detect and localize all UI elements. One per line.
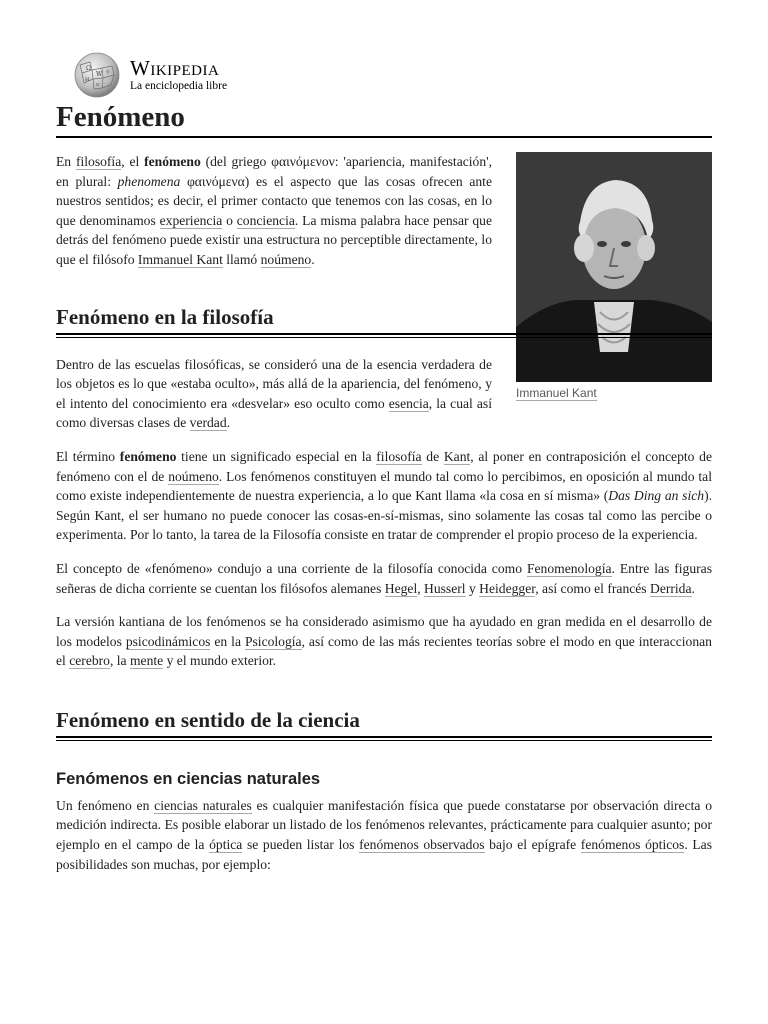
svg-text:ש: ש	[96, 82, 100, 88]
link-filosofia[interactable]: filosofía	[75, 154, 122, 169]
link-immanuel-kant[interactable]: Immanuel Kant	[137, 251, 223, 267]
intro-paragraph: En filosofía, el fenómeno (del griego φαινόμενον: 'apariencia, manifestación', en plural: phenomena φαινόμενα) es el aspecto que las cosas ofrecen ante nuestros sentidos; es decir, el primer contacto que tenemos con las cosas, en lo que denominamos experiencia o conciencia. La misma palabra hace pensar que detrás del fenómeno puede existir una estructura no perceptible directamente, lo que el filósofo Immanuel Kant llamó noúmeno.	[56, 154, 493, 267]
page-title: Fenómeno	[56, 100, 712, 138]
svg-text:ウ: ウ	[105, 70, 111, 76]
wikipedia-logo[interactable]	[72, 50, 712, 100]
infobox-caption[interactable]: Immanuel Kant	[516, 386, 597, 400]
link-esencia[interactable]: esencia	[388, 395, 429, 411]
paragraph: El concepto de «fenómeno» condujo a una corriente de la filosofía conocida como Fenomenología. Entre las figuras señeras de dicha corriente se cuentan los filósofos alemanes Hegel, Husserl y Heidegger, así como el francés Derrida.	[56, 560, 712, 596]
paragraph: La versión kantiana de los fenómenos se ha considerado asimismo que ha ayudado en gran medida en el desarrollo de los modelos psicodinámicos en la Psicología, así como de las más recientes teorías sobre el modo en que interaccionan el cerebro, la mente y el mundo exterior.	[56, 614, 712, 669]
link-husserl[interactable]: Husserl	[424, 580, 466, 596]
link-fenomenos-observados[interactable]: fenómenos observados	[359, 837, 485, 853]
svg-text:W: W	[96, 71, 103, 78]
link-ciencias-naturales[interactable]: ciencias naturales	[154, 797, 252, 813]
subsection-heading-ciencias-naturales: Fenómenos en ciencias naturales	[56, 769, 321, 788]
link-psicodinamicos[interactable]: psicodinámicos	[125, 633, 211, 649]
paragraph: El término fenómeno tiene un significado especial en la filosofía de Kant, al poner en contraposición el concepto de fenómeno con el de noúmeno. Los fenómenos constituyen el mundo tal como lo percibimos, en oposición al mundo tal como existe independientemente de nuestra experiencia, a lo que Kant llama «la cosa en sí misma» (Das Ding an sich). Según Kant, el ser humano no puede conocer las cosas-en-sí-mismas, sino solamente las cosas tal como las percibe o experimenta. Por lo tanto, la tarea de la Filosofía consiste en tratar de comprender el propio proceso de la experiencia.	[56, 448, 712, 543]
wordmark: Wikipedia	[130, 55, 220, 80]
infobox	[516, 152, 712, 404]
link-noumeno[interactable]: noúmeno	[168, 468, 219, 484]
link-optica[interactable]: óptica	[209, 837, 243, 853]
section-heading-ciencia: Fenómeno en sentido de la ciencia	[56, 707, 712, 738]
article-page	[56, 50, 712, 874]
link-cerebro[interactable]: cerebro	[69, 653, 110, 669]
link-hegel[interactable]: Hegel	[384, 580, 418, 596]
paragraph: Un fenómeno en ciencias naturales es cualquier manifestación física que puede constatarse por observación directa o medición indirecta. Es posible elaborar un listado de los fenómenos relevantes, prácticamente para cualquier asunto; por ejemplo en el campo de la óptica se pueden listar los fenómenos observados bajo el epígrafe fenómenos ópticos. Las posibilidades son muchas, por ejemplo:	[56, 797, 712, 872]
link-filosofia[interactable]: filosofía	[376, 448, 422, 464]
link-kant[interactable]: Kant	[443, 448, 471, 464]
link-derrida[interactable]: Derrida	[650, 580, 692, 596]
wikipedia-puzzle-globe-icon	[72, 50, 122, 100]
link-fenomenologia[interactable]: Fenomenología	[526, 560, 612, 576]
link-psicologia[interactable]: Psicología	[244, 633, 302, 649]
svg-text:И: И	[85, 77, 90, 83]
link-heidegger[interactable]: Heidegger	[479, 580, 536, 596]
link-verdad[interactable]: verdad	[189, 415, 227, 431]
tagline: La enciclopedia libre	[130, 79, 228, 92]
link-mente[interactable]: mente	[129, 653, 164, 669]
link-noumeno[interactable]: noúmeno	[260, 251, 312, 267]
link-conciencia[interactable]: conciencia	[236, 212, 295, 228]
paragraph: Dentro de las escuelas filosóficas, se consideró una de la esencia verdadera de los objetos es lo que «estaba oculto», más allá de la apariencia, del fenómeno, y el intento del conocimiento era «desvelar» eso oculto como esencia, la cual así como diversas clases de verdad.	[56, 356, 492, 431]
link-fenomenos-opticos[interactable]: fenómenos ópticos	[580, 837, 685, 853]
link-experiencia[interactable]: experiencia	[159, 212, 223, 228]
svg-text:Ω: Ω	[86, 65, 91, 72]
section-heading-filosofia: Fenómeno en la filosofía	[56, 304, 712, 335]
portrait-image[interactable]	[516, 152, 712, 382]
